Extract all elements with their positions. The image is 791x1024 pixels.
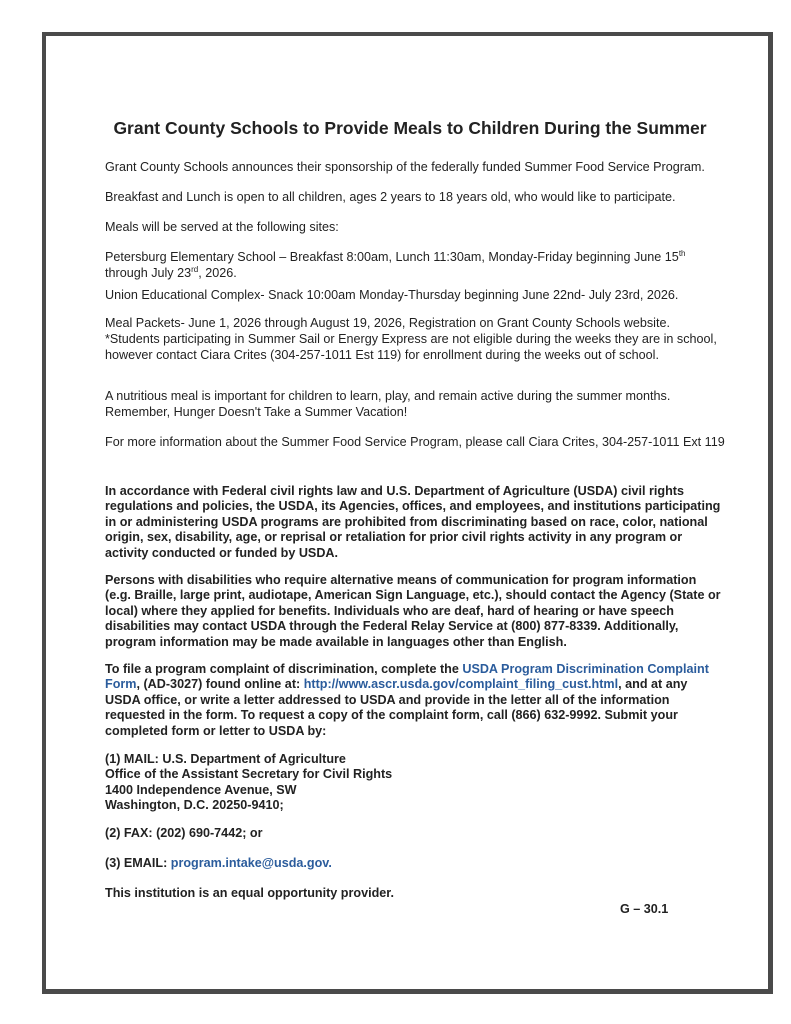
mail-line-3: 1400 Independence Avenue, SW bbox=[105, 782, 297, 797]
email-line bbox=[105, 856, 725, 871]
eligibility-paragraph: Breakfast and Lunch is open to all children, ages 2 years to 18 years old, who would like to participate. bbox=[105, 190, 676, 204]
disabilities-statement: Persons with disabilities who require alternative means of communication for program information (e.g. Braille, large print, audiotape, American Sign Language, etc.), should contact the Agency (State or local) where they applied for benefits. Individuals who are deaf, hard of hearing or have speech disabilities may contact USDA through the Federal Relay Service at (800) 877-8339. Additionally, program information may be made available in languages other than English. bbox=[105, 573, 721, 649]
complaint-paragraph bbox=[105, 662, 725, 739]
complaint-mid: , (AD-3027) found online at: bbox=[136, 677, 304, 692]
intro-paragraph: Grant County Schools announces their sponsorship of the federally funded Summer Food Service Program. bbox=[105, 160, 705, 174]
site-petersburg-text-c: , 2026. bbox=[198, 266, 237, 280]
mail-line-1: (1) MAIL: U.S. Department of Agriculture bbox=[105, 752, 346, 766]
mail-line-2: Office of the Assistant Secretary for Civil Rights bbox=[105, 767, 393, 782]
mail-line-4: Washington, D.C. 20250-9410; bbox=[105, 798, 284, 813]
nutrition-paragraph: A nutritious meal is important for children to learn, play, and remain active during the summer months. Remember, Hunger Doesn't Take a Summer Vacation! bbox=[105, 389, 671, 419]
complaint-post: , and at any USDA office, or write a letter addressed to USDA and provide in the letter all of the information requested in the form. To request a copy of the complaint form, call (866) 632-9992. Submit your completed form or letter to USDA by: bbox=[105, 677, 688, 738]
site-union: Union Educational Complex- Snack 10:00am Monday-Thursday beginning June 22nd- July 23rd, 2026. bbox=[105, 288, 679, 302]
site-petersburg-sup-a: th bbox=[678, 248, 686, 258]
site-petersburg bbox=[105, 249, 725, 281]
complaint-form-link[interactable]: USDA Program Discrimination Complaint Form bbox=[105, 662, 709, 692]
sites-intro: Meals will be served at the following sites: bbox=[105, 220, 339, 234]
site-petersburg-sup-b: rd bbox=[191, 264, 199, 274]
complaint-pre: To file a program complaint of discrimination, complete the bbox=[105, 662, 463, 676]
fax-line: (2) FAX: (202) 690-7442; or bbox=[105, 826, 263, 840]
complaint-url-link[interactable]: http://www.ascr.usda.gov/complaint_filing_cust.html bbox=[303, 677, 619, 692]
more-info-paragraph: For more information about the Summer Food Service Program, please call Ciara Crites, 304-257-1011 Ext 119 bbox=[105, 435, 725, 449]
site-petersburg-text-a: Petersburg Elementary School – Breakfast 8:00am, Lunch 11:30am, Monday-Friday beginning June 15 bbox=[105, 250, 679, 264]
email-link[interactable]: program.intake@usda.gov. bbox=[170, 856, 332, 870]
email-label: (3) EMAIL: bbox=[105, 856, 171, 870]
civil-rights-statement: In accordance with Federal civil rights law and U.S. Department of Agriculture (USDA) civil rights regulations and policies, the USDA, its Agencies, offices, and employees, and institutions participating in or administering USDA programs are prohibited from discriminating based on race, color, national origin, sex, disability, age, or reprisal or retaliation for prior civil rights activity in any program or activity conducted or funded by USDA. bbox=[105, 484, 721, 560]
site-meal-packets: Meal Packets- June 1, 2026 through August 19, 2026, Registration on Grant County Schools website. *Students participating in Summer Sail or Energy Express are not eligible during the weeks they are in school, however contact Ciara Crites (304-257-1011 Est 119) for enrollment during the weeks out of school. bbox=[105, 316, 717, 362]
page-title: Grant County Schools to Provide Meals to Children During the Summer bbox=[113, 118, 707, 138]
site-petersburg-text-b: through July 23 bbox=[105, 266, 192, 280]
mail-address bbox=[105, 752, 725, 814]
equal-opportunity-statement: This institution is an equal opportunity provider. bbox=[105, 886, 394, 900]
form-code: G – 30.1 bbox=[620, 902, 669, 916]
